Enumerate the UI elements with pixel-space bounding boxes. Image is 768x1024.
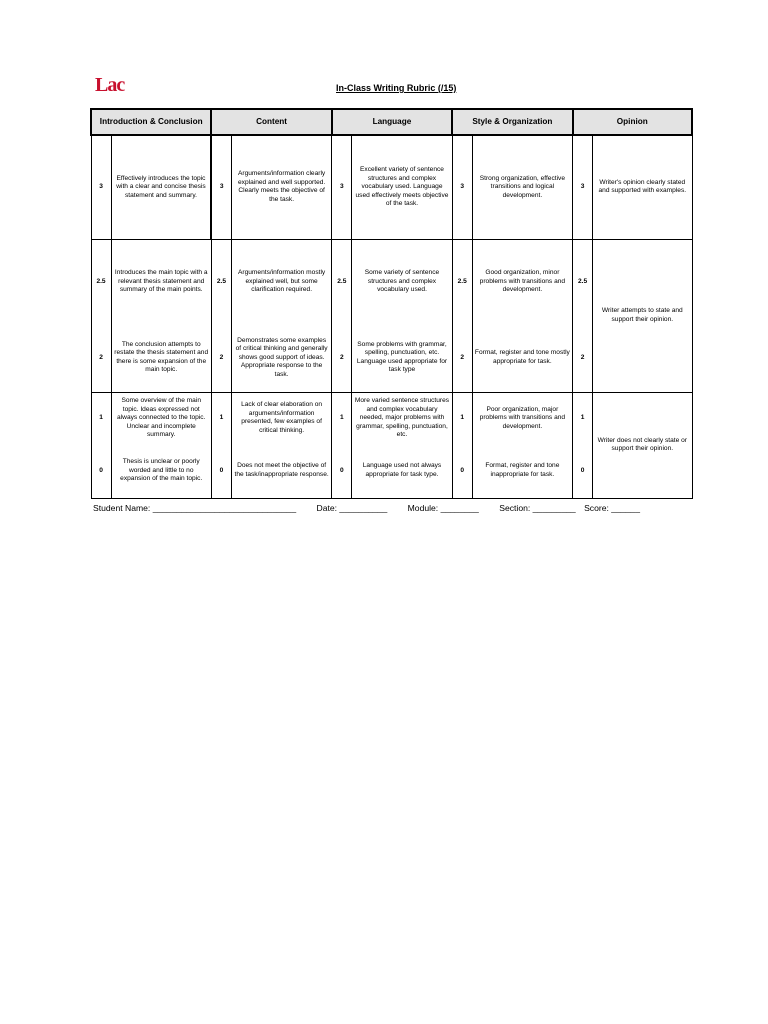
criterion-cell: Demonstrates some examples of critical thinking and generally shows good support of ideas. Appropriate response to the task. (231, 324, 331, 392)
criterion-cell: Format, register and tone inappropriate for task. (472, 444, 572, 498)
score-cell: 3 (573, 135, 593, 239)
header-opinion: Opinion (573, 109, 692, 135)
criterion-cell: More varied sentence structures and complex vocabulary needed, major problems with grammar, spelling, punctuation, etc. (352, 392, 452, 444)
score-cell: 0 (573, 444, 593, 498)
criterion-cell: Some problems with grammar, spelling, punctuation, etc. Language used appropriate for task type (352, 324, 452, 392)
header-content: Content (211, 109, 331, 135)
header-row (91, 109, 692, 135)
score-cell: 2 (573, 324, 593, 392)
score-cell: 3 (332, 135, 352, 239)
score-cell: 2.5 (91, 239, 111, 324)
logo-text: Lac (95, 74, 125, 96)
score-cell: 2 (91, 324, 111, 392)
score-cell: 2.5 (211, 239, 231, 324)
date-field: Date: __________ (316, 503, 388, 513)
criterion-cell: Format, register and tone mostly appropriate for task. (472, 324, 572, 392)
criterion-cell: Arguments/information clearly explained and well supported. Clearly meets the objective of the task. (231, 135, 331, 239)
criterion-cell: Writer does not clearly state or support their opinion. (593, 392, 692, 498)
score-cell: 0 (211, 444, 231, 498)
student-info-line (93, 503, 658, 513)
criterion-cell: Lack of clear elaboration on arguments/information presented, few examples of critical thinking. (231, 392, 331, 444)
header-language: Language (332, 109, 452, 135)
criterion-cell: Excellent variety of sentence structures and complex vocabulary used. Language used effectively meets objective of the task. (352, 135, 452, 239)
score-cell: 2.5 (332, 239, 352, 324)
header-introduction-conclusion: Introduction & Conclusion (91, 109, 211, 135)
score-cell: 1 (452, 392, 472, 444)
score-cell: 2.5 (452, 239, 472, 324)
rubric-table (90, 108, 693, 499)
criterion-cell: Introduces the main topic with a relevant thesis statement and summary of the main points. (111, 239, 211, 324)
score-cell: 1 (332, 392, 352, 444)
criterion-cell: Poor organization, major problems with transitions and development. (472, 392, 572, 444)
criterion-cell: Some variety of sentence structures and complex vocabulary used. (352, 239, 452, 324)
score-cell: 2 (452, 324, 472, 392)
score-cell: 1 (91, 392, 111, 444)
rubric-row-2-5 (91, 239, 692, 324)
score-cell: 0 (91, 444, 111, 498)
score-field: Score: ______ (584, 503, 640, 513)
rubric-row-1 (91, 392, 692, 444)
criterion-cell: Some overview of the main topic. Ideas expressed not always connected to the topic. Unclear and incomplete summary. (111, 392, 211, 444)
score-cell: 2.5 (573, 239, 593, 324)
criterion-cell: Effectively introduces the topic with a clear and concise thesis statement and summary. (111, 135, 211, 239)
section-field: Section: _________ (499, 503, 576, 513)
score-cell: 0 (332, 444, 352, 498)
criterion-cell: Does not meet the objective of the task/inappropriate response. (231, 444, 331, 498)
student-name-field: Student Name: ______________________________ (93, 503, 297, 513)
score-cell: 3 (211, 135, 231, 239)
criterion-cell: Language used not always appropriate for task type. (352, 444, 452, 498)
criterion-cell: Strong organization, effective transitions and logical development. (472, 135, 572, 239)
criterion-cell: Thesis is unclear or poorly worded and little to no expansion of the main topic. (111, 444, 211, 498)
score-cell: 2 (332, 324, 352, 392)
module-field: Module: ________ (407, 503, 479, 513)
score-cell: 3 (91, 135, 111, 239)
criterion-cell: Writer attempts to state and support their opinion. (593, 239, 692, 392)
page-title: In-Class Writing Rubric (/15) (336, 83, 457, 93)
score-cell: 0 (452, 444, 472, 498)
logo (95, 76, 137, 98)
score-cell: 2 (211, 324, 231, 392)
score-cell: 3 (452, 135, 472, 239)
criterion-cell: Arguments/information mostly explained well, but some clarification required. (231, 239, 331, 324)
rubric-row-3 (91, 135, 692, 239)
score-cell: 1 (211, 392, 231, 444)
criterion-cell: Good organization, minor problems with transitions and development. (472, 239, 572, 324)
score-cell: 1 (573, 392, 593, 444)
criterion-cell: Writer's opinion clearly stated and supported with examples. (593, 135, 692, 239)
criterion-cell: The conclusion attempts to restate the thesis statement and there is some expansion of the main topic. (111, 324, 211, 392)
header-style-organization: Style & Organization (452, 109, 572, 135)
